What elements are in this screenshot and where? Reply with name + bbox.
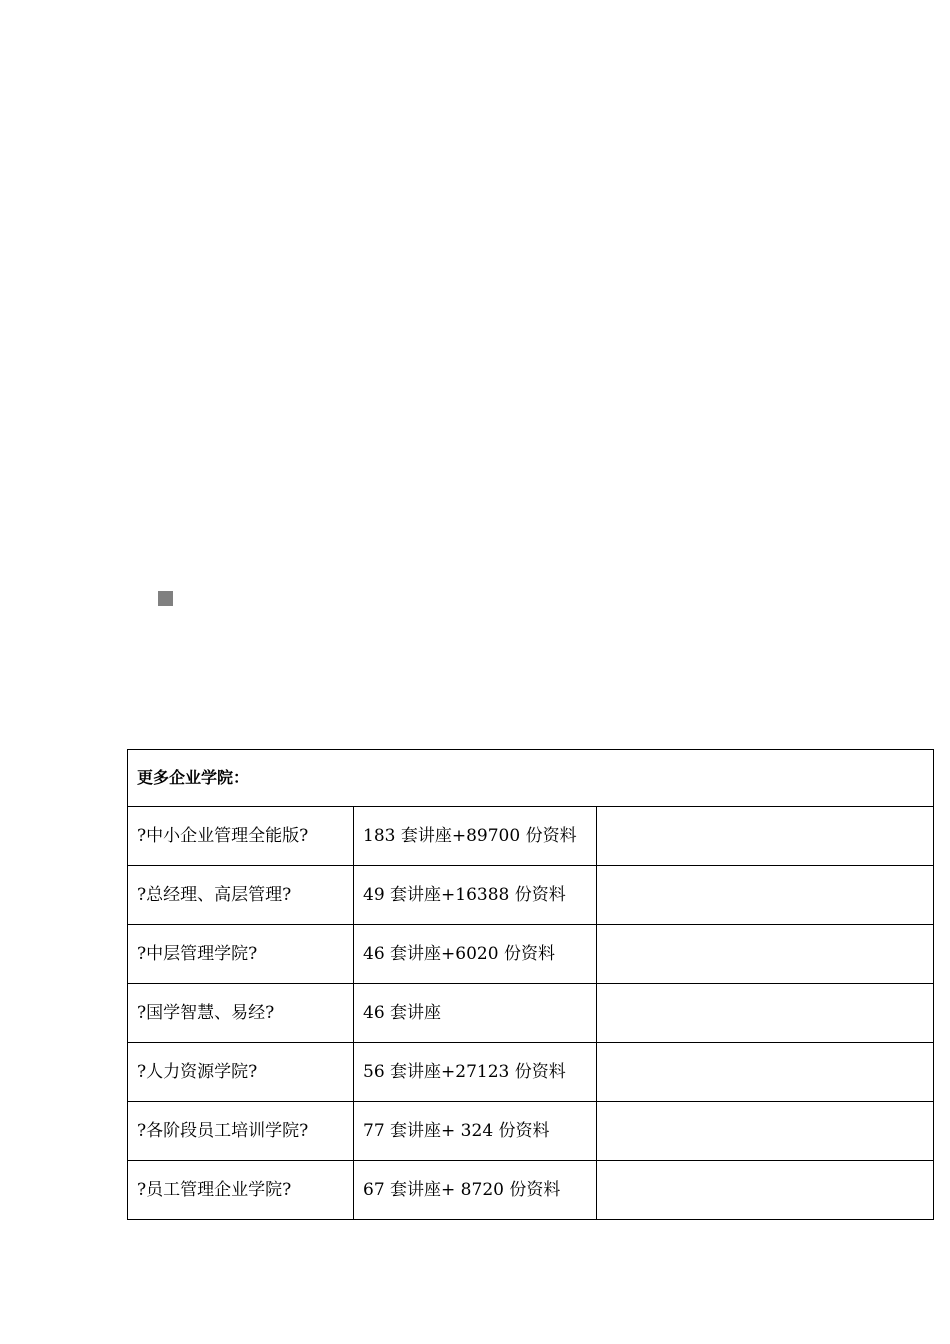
academy-table xyxy=(127,749,934,1220)
table-row xyxy=(128,807,934,866)
academy-name: ?员工管理企业学院? xyxy=(128,1161,354,1220)
table-row xyxy=(128,866,934,925)
academy-name: ?国学智慧、易经? xyxy=(128,984,354,1043)
empty-cell xyxy=(597,1102,934,1161)
academy-name: ?人力资源学院? xyxy=(128,1043,354,1102)
table-row xyxy=(128,1102,934,1161)
academy-detail: 46 套讲座 xyxy=(354,984,597,1043)
table-row xyxy=(128,1161,934,1220)
academy-detail: 46 套讲座+6020 份资料 xyxy=(354,925,597,984)
empty-cell xyxy=(597,925,934,984)
academy-detail: 67 套讲座+ 8720 份资料 xyxy=(354,1161,597,1220)
empty-cell xyxy=(597,807,934,866)
academy-detail: 183 套讲座+89700 份资料 xyxy=(354,807,597,866)
table-row xyxy=(128,925,934,984)
empty-cell xyxy=(597,866,934,925)
academy-detail: 77 套讲座+ 324 份资料 xyxy=(354,1102,597,1161)
empty-cell xyxy=(597,1161,934,1220)
academy-name: ?各阶段员工培训学院? xyxy=(128,1102,354,1161)
empty-cell xyxy=(597,984,934,1043)
table-row xyxy=(128,1043,934,1102)
table-header: 更多企业学院： xyxy=(128,750,934,807)
academy-detail: 56 套讲座+27123 份资料 xyxy=(354,1043,597,1102)
table-row xyxy=(128,984,934,1043)
academy-name: ?总经理、高层管理? xyxy=(128,866,354,925)
bullet-square-icon xyxy=(158,591,173,606)
academy-name: ?中小企业管理全能版? xyxy=(128,807,354,866)
academy-detail: 49 套讲座+16388 份资料 xyxy=(354,866,597,925)
academy-name: ?中层管理学院? xyxy=(128,925,354,984)
table-header-row xyxy=(128,750,934,807)
empty-cell xyxy=(597,1043,934,1102)
